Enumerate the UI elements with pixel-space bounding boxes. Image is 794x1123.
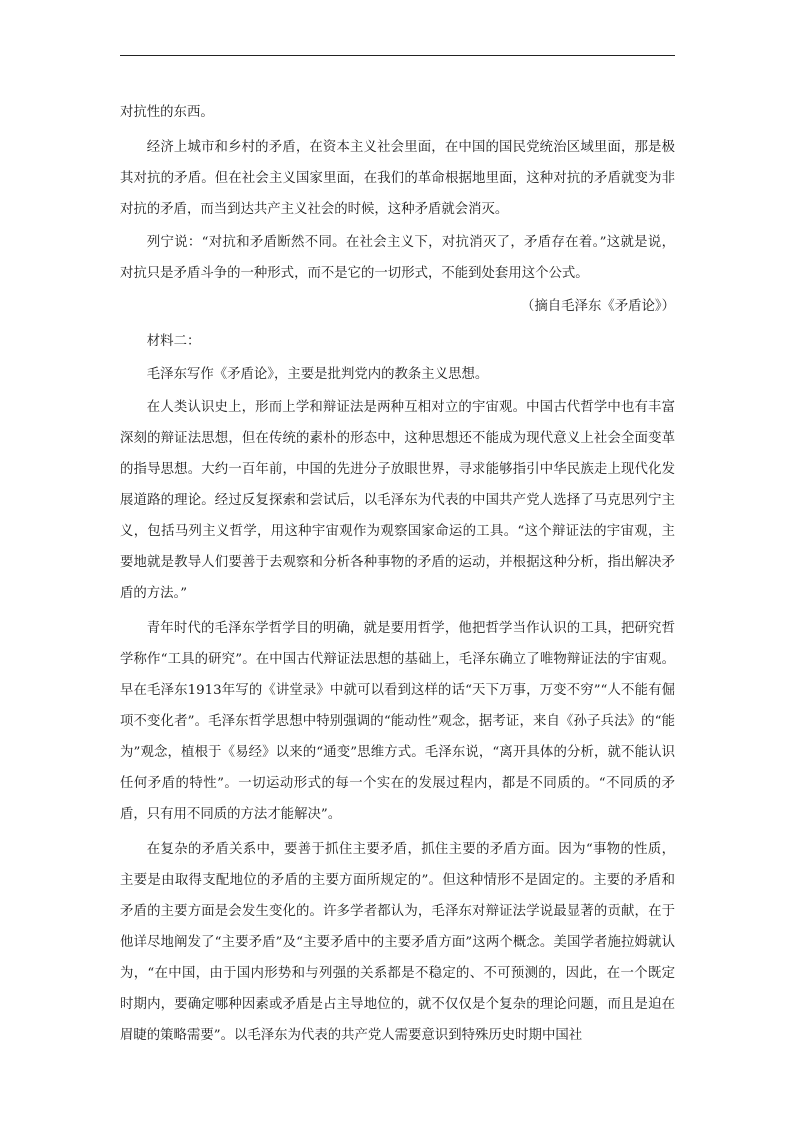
paragraph-urban-rural: 经济上城市和乡村的矛盾，在资本主义社会里面，在中国的国民党统治区域里面，那是极其对抗的矛盾。但在社会主义国家里面，在我们的革命根据地里面，这种对抗的矛盾就变为非对抗的矛盾，而当到达共产主义社会的时候，这种矛盾就会消灭。: [120, 140, 675, 217]
paragraph-dialectics: 在人类认识史上，形而上学和辩证法是两种互相对立的宇宙观。中国古代哲学中也有丰富深刻的辩证法思想，但在传统的素朴的形态中，这种思想还不能成为现代意义上社会全面变革的指导思想。大约一百年前，中国的先进分子放眼世界，寻求能够指引中华民族走上现代化发展道路的理论。经过反复探索和尝试后，以毛泽东为代表的中国共产党人选择了马克思列宁主义，包括马列主义哲学，用这种宇宙观作为观察国家命运的工具。“这个辩证法的宇宙观，主要地就是教导人们要善于去观察和分析各种事物的矛盾的运动，并根据这种分析，指出解决矛盾的方法。”: [120, 400, 675, 601]
paragraph-principal-contradiction: 在复杂的矛盾关系中，要善于抓住主要矛盾，抓住主要的矛盾方面。因为“事物的性质，主要是由取得支配地位的矛盾的主要方面所规定的”。但这种情形不是固定的。主要的矛盾和矛盾的主要方面是会发生变化的。许多学者都认为，毛泽东对辩证法学说最显著的贡献，在于他详尽地阐发了“主要矛盾”及“主要矛盾中的主要矛盾方面”这两个概念。美国学者施拉姆就认为，“在中国，由于国内形势和与列强的关系都是不稳定的、不可预测的，因此，在一个既定时期内，要确定哪种因素或矛盾是占主导地位的，就不仅仅是个复杂的理论问题，而且是迫在眉睫的策略需要”。以毛泽东为代表的共产党人需要意识到特殊历史时期中国社: [120, 842, 675, 1043]
document-body: [120, 97, 675, 1051]
header-rule: [120, 55, 675, 56]
paragraph-youth: 青年时代的毛泽东学哲学目的明确，就是要用哲学，他把哲学当作认识的工具，把研究哲学称作“工具的研究”。在中国古代辩证法思想的基础上，毛泽东确立了唯物辩证法的宇宙观。早在毛泽东1913年写的《讲堂录》中就可以看到这样的话“天下万事，万变不穷”“人不能有倔项不变化者”。毛泽东哲学思想中特别强调的“能动性”观念，据考证，来自《孙子兵法》的“能为”观念，植根于《易经》以来的“通变”思维方式。毛泽东说，“离开具体的分析，就不能认识任何矛盾的特性”。一切运动形式的每一个实在的发展过程内，都是不同质的。“不同质的矛盾，只有用不同质的方法才能解决”。: [120, 621, 675, 822]
material-heading: 材料二：: [146, 334, 201, 349]
source-citation: （摘自毛泽东《矛盾论》）: [521, 299, 675, 314]
paragraph-lenin-quote: 列宁说：“对抗和矛盾断然不同。在社会主义下，对抗消灭了，矛盾存在着。”这就是说，对抗只是矛盾斗争的一种形式，而不是它的一切形式，不能到处套用这个公式。: [120, 235, 675, 281]
paragraph-intro: 毛泽东写作《矛盾论》，主要是批判党内的教条主义思想。: [146, 367, 489, 382]
paragraph-continuation: 对抗性的东西。: [120, 105, 214, 120]
